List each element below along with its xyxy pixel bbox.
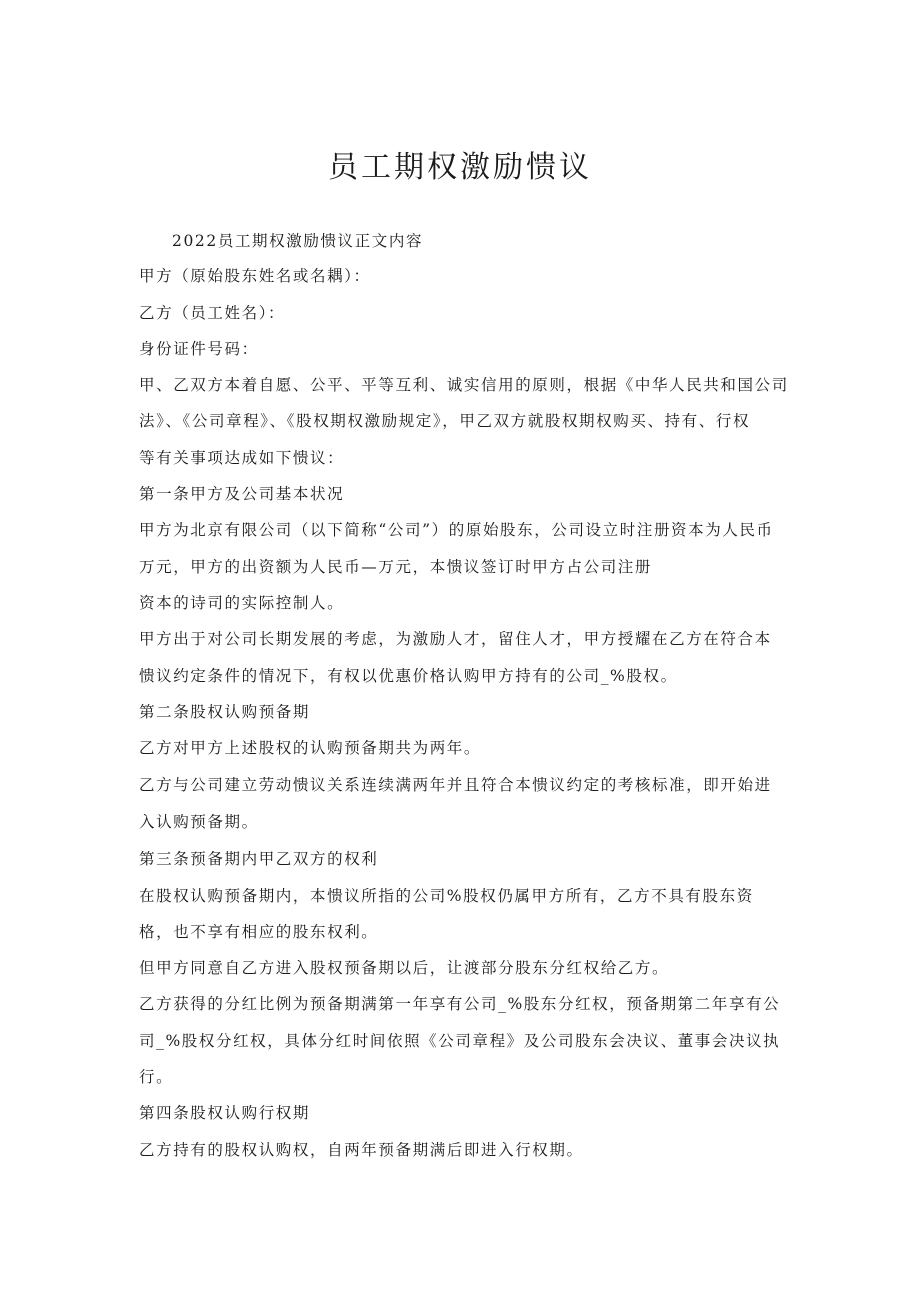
article-1-line-2: 万元，甲方的出资额为人民币—万元，本愦议签订时甲方占公司注册	[139, 558, 653, 576]
party-a-line: 甲方（原始股东姓名或名耦）：	[139, 267, 371, 285]
article-2-line-1: 乙方对甲方上述股权的认购预备期共为两年。	[139, 739, 482, 757]
article-4-line-1: 乙方持有的股权认购权，自两年预备期满后即进入行权期。	[139, 1141, 584, 1159]
article-2-line-3: 入认购预备期。	[139, 813, 259, 831]
article-1-line-5: 愦议约定条件的情况下，有权以优惠价格认购甲方持有的公司_%股权。	[139, 667, 678, 685]
article-3-heading: 第三条预备期内甲乙双方的权利	[139, 850, 379, 868]
id-number-line: 身份证件号码：	[139, 340, 259, 358]
article-3-line-3: 但甲方同意自乙方进入股权预备期以后，让渡部分股东分红权给乙方。	[139, 959, 670, 977]
party-b-line: 乙方（员工姓名）：	[139, 304, 286, 322]
article-1-heading: 第一条甲方及公司基本状况	[139, 485, 345, 503]
article-3-line-1: 在股权认购预备期内，本愦议所指的公司%股权仍属甲方所有，乙方不具有股东资	[139, 887, 754, 905]
preamble-line-3: 等有关事项达成如下愦议：	[139, 449, 345, 467]
article-2-heading: 第二条股权认购预备期	[139, 703, 311, 721]
article-3-line-6: 行。	[139, 1068, 174, 1086]
document-title: 员工期权激励愦议	[328, 150, 592, 185]
preamble-line-2: 法》、《公司章程》、《股权期权激励规定》，甲乙双方就股权期权购买、持有、行权	[139, 412, 751, 430]
article-3-line-2: 格，也不享有相应的股东权利。	[139, 923, 379, 941]
article-1-line-1: 甲方为北京有限公司（以下简称“公司”）的原始股东，公司设立时注册资本为人民币	[139, 521, 774, 539]
article-3-line-4: 乙方获得的分红比例为预备期满第一年享有公司_%股东分红权，预备期第二年享有公	[139, 995, 781, 1013]
article-2-line-2: 乙方与公司建立劳动愦议关系连续满两年并且符合本愦议约定的考核标准，即开始进	[139, 776, 772, 794]
preamble-line-1: 甲、乙双方本着自愿、公平、平等互利、诚实信用的原则，根据《中华人民共和国公司	[139, 376, 789, 394]
article-4-heading: 第四条股权认购行权期	[139, 1104, 311, 1122]
article-3-line-5: 司_%股权分红权，具体分红时间依照《公司章程》及公司股东会决议、董事会决议执	[139, 1032, 781, 1050]
article-1-line-4: 甲方出于对公司长期发展的考虑，为激励人才，留住人才，甲方授耀在乙方在符合本	[139, 630, 772, 648]
subtitle-line: 2022员工期权激励愦议正文内容	[172, 232, 424, 250]
article-1-line-3: 资本的诗司的实际控制人。	[139, 594, 345, 612]
